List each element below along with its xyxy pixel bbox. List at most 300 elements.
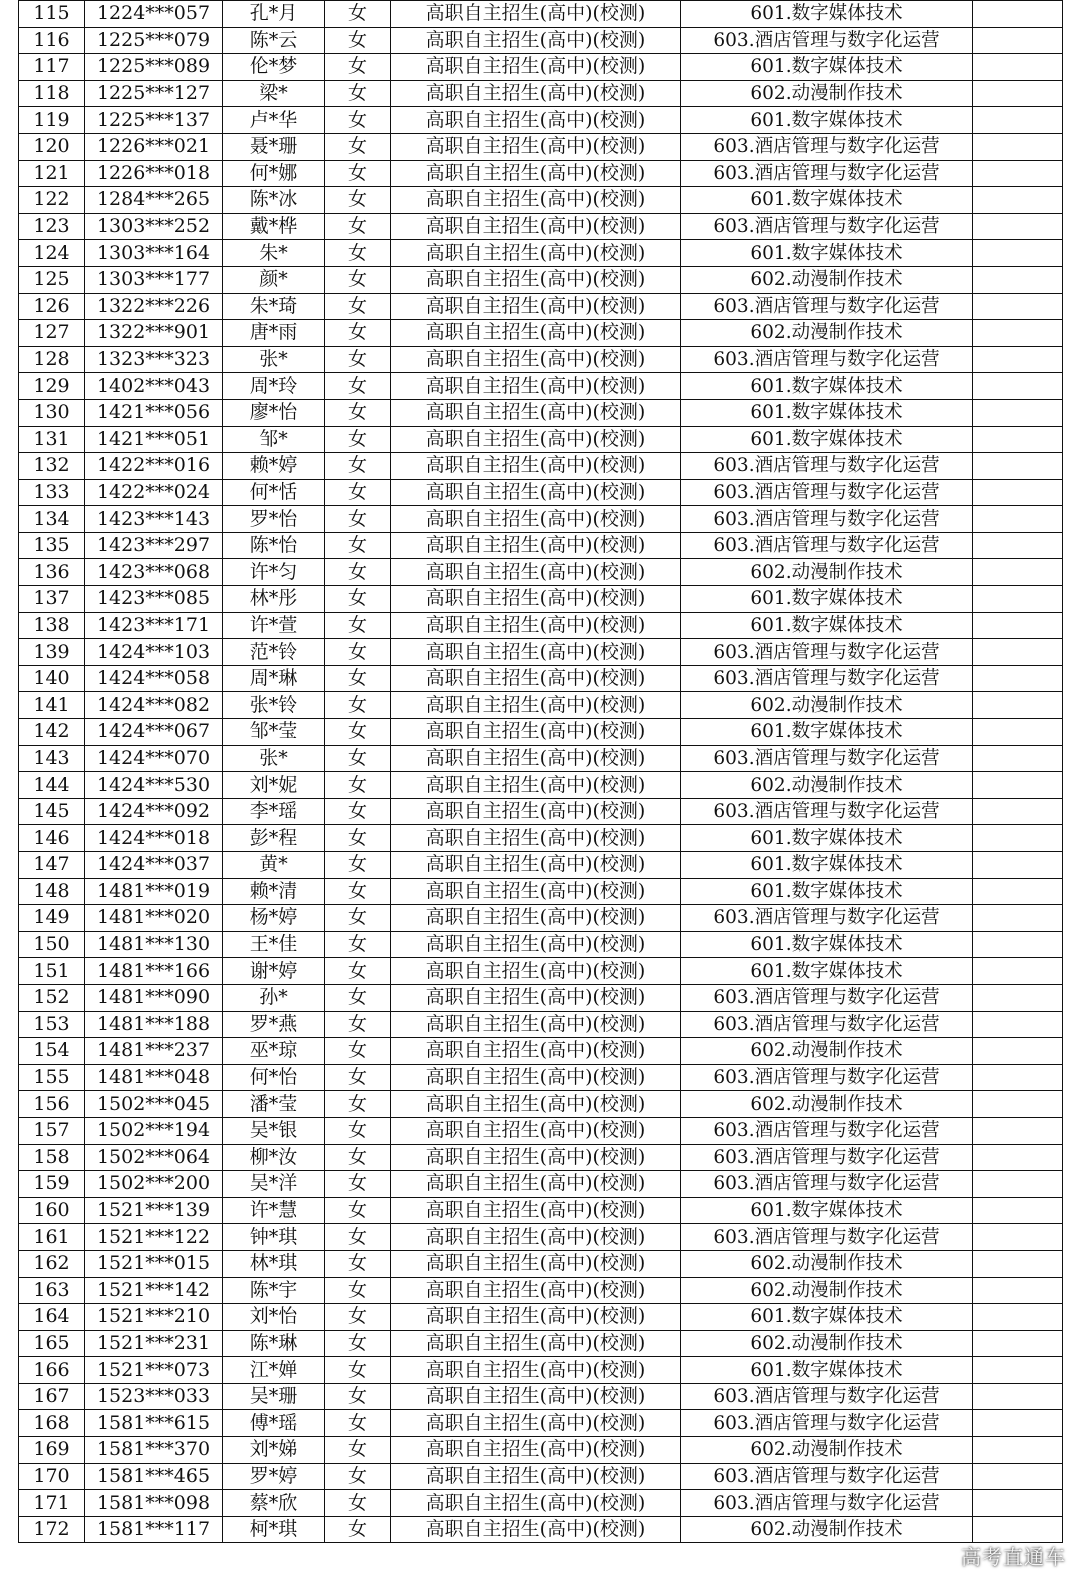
name-cell: 何*娜	[223, 160, 325, 187]
category-cell: 高职自主招生(高中)(校测)	[391, 1091, 681, 1118]
major-cell: 601.数字媒体技术	[681, 107, 973, 134]
row-number-cell: 135	[19, 532, 85, 559]
table-row	[19, 878, 1063, 905]
major-cell: 603.酒店管理与数字化运营	[681, 213, 973, 240]
gender-cell: 女	[325, 1437, 391, 1464]
gender-cell: 女	[325, 1304, 391, 1331]
table-row	[19, 293, 1063, 320]
name-cell: 陈*冰	[223, 187, 325, 214]
gender-cell: 女	[325, 160, 391, 187]
table-row	[19, 453, 1063, 480]
table-row	[19, 1064, 1063, 1091]
remarks-cell	[973, 931, 1063, 958]
remarks-cell	[973, 1197, 1063, 1224]
table-row	[19, 240, 1063, 267]
table-row	[19, 1304, 1063, 1331]
row-number-cell: 129	[19, 373, 85, 400]
watermark-text: 高考直通车	[961, 1545, 1066, 1569]
table-row	[19, 479, 1063, 506]
remarks-cell	[973, 719, 1063, 746]
category-cell: 高职自主招生(高中)(校测)	[391, 639, 681, 666]
category-cell: 高职自主招生(高中)(校测)	[391, 80, 681, 107]
category-cell: 高职自主招生(高中)(校测)	[391, 1516, 681, 1543]
category-cell: 高职自主招生(高中)(校测)	[391, 719, 681, 746]
row-number-cell: 139	[19, 639, 85, 666]
candidate-id-cell: 1423***297	[85, 532, 223, 559]
candidate-id-cell: 1481***237	[85, 1038, 223, 1065]
row-number-cell: 166	[19, 1357, 85, 1384]
name-cell: 许*萱	[223, 612, 325, 639]
category-cell: 高职自主招生(高中)(校测)	[391, 133, 681, 160]
row-number-cell: 165	[19, 1330, 85, 1357]
major-cell: 602.动漫制作技术	[681, 1330, 973, 1357]
gender-cell: 女	[325, 1064, 391, 1091]
category-cell: 高职自主招生(高中)(校测)	[391, 27, 681, 54]
name-cell: 彭*程	[223, 825, 325, 852]
name-cell: 周*琳	[223, 665, 325, 692]
name-cell: 赖*清	[223, 878, 325, 905]
name-cell: 张*铃	[223, 692, 325, 719]
row-number-cell: 118	[19, 80, 85, 107]
remarks-cell	[973, 160, 1063, 187]
row-number-cell: 117	[19, 54, 85, 81]
row-number-cell: 132	[19, 453, 85, 480]
category-cell: 高职自主招生(高中)(校测)	[391, 772, 681, 799]
category-cell: 高职自主招生(高中)(校测)	[391, 984, 681, 1011]
name-cell: 刘*怡	[223, 1304, 325, 1331]
major-cell: 601.数字媒体技术	[681, 1304, 973, 1331]
row-number-cell: 148	[19, 878, 85, 905]
remarks-cell	[973, 1091, 1063, 1118]
name-cell: 陈*琳	[223, 1330, 325, 1357]
category-cell: 高职自主招生(高中)(校测)	[391, 213, 681, 240]
major-cell: 602.动漫制作技术	[681, 1437, 973, 1464]
row-number-cell: 124	[19, 240, 85, 267]
gender-cell: 女	[325, 665, 391, 692]
candidate-id-cell: 1226***021	[85, 133, 223, 160]
candidate-id-cell: 1424***037	[85, 852, 223, 879]
major-cell: 602.动漫制作技术	[681, 772, 973, 799]
gender-cell: 女	[325, 772, 391, 799]
major-cell: 603.酒店管理与数字化运营	[681, 1490, 973, 1517]
major-cell: 603.酒店管理与数字化运营	[681, 1410, 973, 1437]
table-row	[19, 133, 1063, 160]
gender-cell: 女	[325, 1144, 391, 1171]
category-cell: 高职自主招生(高中)(校测)	[391, 346, 681, 373]
remarks-cell	[973, 1277, 1063, 1304]
major-cell: 601.数字媒体技术	[681, 825, 973, 852]
gender-cell: 女	[325, 346, 391, 373]
remarks-cell	[973, 453, 1063, 480]
gender-cell: 女	[325, 745, 391, 772]
gender-cell: 女	[325, 532, 391, 559]
gender-cell: 女	[325, 1330, 391, 1357]
category-cell: 高职自主招生(高中)(校测)	[391, 1, 681, 28]
candidate-id-cell: 1502***200	[85, 1171, 223, 1198]
category-cell: 高职自主招生(高中)(校测)	[391, 532, 681, 559]
gender-cell: 女	[325, 1011, 391, 1038]
candidate-id-cell: 1521***142	[85, 1277, 223, 1304]
row-number-cell: 130	[19, 399, 85, 426]
row-number-cell: 127	[19, 320, 85, 347]
table-row	[19, 1224, 1063, 1251]
remarks-cell	[973, 798, 1063, 825]
remarks-cell	[973, 426, 1063, 453]
gender-cell: 女	[325, 399, 391, 426]
row-number-cell: 123	[19, 213, 85, 240]
name-cell: 蔡*欣	[223, 1490, 325, 1517]
name-cell: 李*瑶	[223, 798, 325, 825]
category-cell: 高职自主招生(高中)(校测)	[391, 293, 681, 320]
gender-cell: 女	[325, 27, 391, 54]
category-cell: 高职自主招生(高中)(校测)	[391, 1117, 681, 1144]
major-cell: 603.酒店管理与数字化运营	[681, 532, 973, 559]
major-cell: 603.酒店管理与数字化运营	[681, 1064, 973, 1091]
candidate-id-cell: 1521***210	[85, 1304, 223, 1331]
table-row	[19, 1410, 1063, 1437]
table-row	[19, 107, 1063, 134]
gender-cell: 女	[325, 1091, 391, 1118]
name-cell: 吴*洋	[223, 1171, 325, 1198]
row-number-cell: 128	[19, 346, 85, 373]
row-number-cell: 164	[19, 1304, 85, 1331]
name-cell: 柯*琪	[223, 1516, 325, 1543]
major-cell: 603.酒店管理与数字化运营	[681, 1224, 973, 1251]
candidate-id-cell: 1502***194	[85, 1117, 223, 1144]
major-cell: 603.酒店管理与数字化运营	[681, 639, 973, 666]
major-cell: 603.酒店管理与数字化运营	[681, 984, 973, 1011]
major-cell: 603.酒店管理与数字化运营	[681, 346, 973, 373]
category-cell: 高职自主招生(高中)(校测)	[391, 320, 681, 347]
major-cell: 603.酒店管理与数字化运营	[681, 479, 973, 506]
remarks-cell	[973, 54, 1063, 81]
candidate-id-cell: 1284***265	[85, 187, 223, 214]
candidate-id-cell: 1581***098	[85, 1490, 223, 1517]
gender-cell: 女	[325, 80, 391, 107]
row-number-cell: 156	[19, 1091, 85, 1118]
remarks-cell	[973, 133, 1063, 160]
remarks-cell	[973, 639, 1063, 666]
category-cell: 高职自主招生(高中)(校测)	[391, 612, 681, 639]
name-cell: 巫*琼	[223, 1038, 325, 1065]
gender-cell: 女	[325, 426, 391, 453]
gender-cell: 女	[325, 1117, 391, 1144]
table-row	[19, 187, 1063, 214]
gender-cell: 女	[325, 1197, 391, 1224]
row-number-cell: 146	[19, 825, 85, 852]
name-cell: 何*怡	[223, 1064, 325, 1091]
category-cell: 高职自主招生(高中)(校测)	[391, 54, 681, 81]
name-cell: 范*铃	[223, 639, 325, 666]
category-cell: 高职自主招生(高中)(校测)	[391, 878, 681, 905]
table-row	[19, 346, 1063, 373]
major-cell: 603.酒店管理与数字化运营	[681, 133, 973, 160]
name-cell: 罗*燕	[223, 1011, 325, 1038]
candidate-id-cell: 1521***231	[85, 1330, 223, 1357]
category-cell: 高职自主招生(高中)(校测)	[391, 506, 681, 533]
gender-cell: 女	[325, 107, 391, 134]
table-row	[19, 798, 1063, 825]
major-cell: 601.数字媒体技术	[681, 373, 973, 400]
category-cell: 高职自主招生(高中)(校测)	[391, 958, 681, 985]
row-number-cell: 159	[19, 1171, 85, 1198]
major-cell: 603.酒店管理与数字化运营	[681, 1011, 973, 1038]
row-number-cell: 119	[19, 107, 85, 134]
gender-cell: 女	[325, 1, 391, 28]
candidate-id-cell: 1422***016	[85, 453, 223, 480]
remarks-cell	[973, 187, 1063, 214]
category-cell: 高职自主招生(高中)(校测)	[391, 479, 681, 506]
candidate-id-cell: 1424***530	[85, 772, 223, 799]
category-cell: 高职自主招生(高中)(校测)	[391, 453, 681, 480]
candidate-id-cell: 1303***164	[85, 240, 223, 267]
gender-cell: 女	[325, 825, 391, 852]
major-cell: 603.酒店管理与数字化运营	[681, 453, 973, 480]
remarks-cell	[973, 1250, 1063, 1277]
table-row	[19, 665, 1063, 692]
major-cell: 603.酒店管理与数字化运营	[681, 1171, 973, 1198]
major-cell: 601.数字媒体技术	[681, 1197, 973, 1224]
table-row	[19, 27, 1063, 54]
row-number-cell: 163	[19, 1277, 85, 1304]
category-cell: 高职自主招生(高中)(校测)	[391, 1144, 681, 1171]
candidate-id-cell: 1423***085	[85, 586, 223, 613]
table-row	[19, 1490, 1063, 1517]
row-number-cell: 171	[19, 1490, 85, 1517]
row-number-cell: 154	[19, 1038, 85, 1065]
major-cell: 601.数字媒体技术	[681, 54, 973, 81]
row-number-cell: 120	[19, 133, 85, 160]
row-number-cell: 134	[19, 506, 85, 533]
name-cell: 唐*雨	[223, 320, 325, 347]
table-row	[19, 1277, 1063, 1304]
major-cell: 603.酒店管理与数字化运营	[681, 1144, 973, 1171]
candidate-id-cell: 1424***092	[85, 798, 223, 825]
category-cell: 高职自主招生(高中)(校测)	[391, 1224, 681, 1251]
table-row	[19, 772, 1063, 799]
table-row	[19, 373, 1063, 400]
remarks-cell	[973, 320, 1063, 347]
name-cell: 黄*	[223, 852, 325, 879]
candidate-id-cell: 1225***089	[85, 54, 223, 81]
remarks-cell	[973, 1144, 1063, 1171]
remarks-cell	[973, 1437, 1063, 1464]
remarks-cell	[973, 905, 1063, 932]
candidate-id-cell: 1481***130	[85, 931, 223, 958]
remarks-cell	[973, 1011, 1063, 1038]
category-cell: 高职自主招生(高中)(校测)	[391, 107, 681, 134]
row-number-cell: 151	[19, 958, 85, 985]
remarks-cell	[973, 665, 1063, 692]
row-number-cell: 144	[19, 772, 85, 799]
remarks-cell	[973, 958, 1063, 985]
table-row	[19, 399, 1063, 426]
remarks-cell	[973, 1038, 1063, 1065]
remarks-cell	[973, 240, 1063, 267]
table-row	[19, 54, 1063, 81]
candidate-id-cell: 1423***171	[85, 612, 223, 639]
remarks-cell	[973, 107, 1063, 134]
remarks-cell	[973, 1490, 1063, 1517]
name-cell: 许*慧	[223, 1197, 325, 1224]
gender-cell: 女	[325, 1463, 391, 1490]
row-number-cell: 122	[19, 187, 85, 214]
candidate-id-cell: 1224***057	[85, 1, 223, 28]
name-cell: 刘*娣	[223, 1437, 325, 1464]
candidate-id-cell: 1424***103	[85, 639, 223, 666]
remarks-cell	[973, 852, 1063, 879]
remarks-cell	[973, 1304, 1063, 1331]
major-cell: 601.数字媒体技术	[681, 1357, 973, 1384]
row-number-cell: 149	[19, 905, 85, 932]
category-cell: 高职自主招生(高中)(校测)	[391, 399, 681, 426]
candidate-id-cell: 1481***166	[85, 958, 223, 985]
table-row	[19, 745, 1063, 772]
gender-cell: 女	[325, 54, 391, 81]
major-cell: 601.数字媒体技术	[681, 931, 973, 958]
row-number-cell: 172	[19, 1516, 85, 1543]
remarks-cell	[973, 532, 1063, 559]
gender-cell: 女	[325, 1277, 391, 1304]
table-row	[19, 80, 1063, 107]
candidate-id-cell: 1323***323	[85, 346, 223, 373]
remarks-cell	[973, 479, 1063, 506]
candidate-id-cell: 1424***067	[85, 719, 223, 746]
category-cell: 高职自主招生(高中)(校测)	[391, 798, 681, 825]
row-number-cell: 125	[19, 266, 85, 293]
candidate-id-cell: 1521***139	[85, 1197, 223, 1224]
gender-cell: 女	[325, 1490, 391, 1517]
major-cell: 601.数字媒体技术	[681, 240, 973, 267]
category-cell: 高职自主招生(高中)(校测)	[391, 266, 681, 293]
major-cell: 601.数字媒体技术	[681, 586, 973, 613]
major-cell: 603.酒店管理与数字化运营	[681, 745, 973, 772]
table-row	[19, 320, 1063, 347]
remarks-cell	[973, 1383, 1063, 1410]
candidate-id-cell: 1581***465	[85, 1463, 223, 1490]
remarks-cell	[973, 772, 1063, 799]
category-cell: 高职自主招生(高中)(校测)	[391, 586, 681, 613]
name-cell: 许*匀	[223, 559, 325, 586]
major-cell: 602.动漫制作技术	[681, 692, 973, 719]
name-cell: 罗*怡	[223, 506, 325, 533]
remarks-cell	[973, 1064, 1063, 1091]
candidate-id-cell: 1521***073	[85, 1357, 223, 1384]
name-cell: 伦*梦	[223, 54, 325, 81]
table-row	[19, 1011, 1063, 1038]
row-number-cell: 126	[19, 293, 85, 320]
major-cell: 601.数字媒体技术	[681, 958, 973, 985]
row-number-cell: 157	[19, 1117, 85, 1144]
name-cell: 江*婵	[223, 1357, 325, 1384]
gender-cell: 女	[325, 1224, 391, 1251]
category-cell: 高职自主招生(高中)(校测)	[391, 1038, 681, 1065]
table-row	[19, 692, 1063, 719]
candidate-id-cell: 1303***252	[85, 213, 223, 240]
remarks-cell	[973, 346, 1063, 373]
candidate-id-cell: 1225***127	[85, 80, 223, 107]
table-row	[19, 612, 1063, 639]
admission-list-sheet	[18, 0, 1062, 1543]
table-row	[19, 1144, 1063, 1171]
major-cell: 602.动漫制作技术	[681, 80, 973, 107]
gender-cell: 女	[325, 692, 391, 719]
row-number-cell: 168	[19, 1410, 85, 1437]
row-number-cell: 142	[19, 719, 85, 746]
table-row	[19, 905, 1063, 932]
remarks-cell	[973, 692, 1063, 719]
gender-cell: 女	[325, 240, 391, 267]
gender-cell: 女	[325, 506, 391, 533]
category-cell: 高职自主招生(高中)(校测)	[391, 745, 681, 772]
major-cell: 602.动漫制作技术	[681, 1038, 973, 1065]
table-row	[19, 931, 1063, 958]
name-cell: 孔*月	[223, 1, 325, 28]
table-row	[19, 1091, 1063, 1118]
name-cell: 梁*	[223, 80, 325, 107]
name-cell: 钟*琪	[223, 1224, 325, 1251]
category-cell: 高职自主招生(高中)(校测)	[391, 1011, 681, 1038]
category-cell: 高职自主招生(高中)(校测)	[391, 1197, 681, 1224]
category-cell: 高职自主招生(高中)(校测)	[391, 1490, 681, 1517]
category-cell: 高职自主招生(高中)(校测)	[391, 1171, 681, 1198]
category-cell: 高职自主招生(高中)(校测)	[391, 852, 681, 879]
row-number-cell: 150	[19, 931, 85, 958]
gender-cell: 女	[325, 293, 391, 320]
row-number-cell: 161	[19, 1224, 85, 1251]
remarks-cell	[973, 1224, 1063, 1251]
candidate-id-cell: 1424***082	[85, 692, 223, 719]
name-cell: 何*恬	[223, 479, 325, 506]
category-cell: 高职自主招生(高中)(校测)	[391, 373, 681, 400]
remarks-cell	[973, 1117, 1063, 1144]
gender-cell: 女	[325, 958, 391, 985]
name-cell: 朱*琦	[223, 293, 325, 320]
category-cell: 高职自主招生(高中)(校测)	[391, 1383, 681, 1410]
candidate-id-cell: 1481***019	[85, 878, 223, 905]
name-cell: 傅*瑶	[223, 1410, 325, 1437]
remarks-cell	[973, 1463, 1063, 1490]
candidate-id-cell: 1481***020	[85, 905, 223, 932]
major-cell: 603.酒店管理与数字化运营	[681, 1117, 973, 1144]
category-cell: 高职自主招生(高中)(校测)	[391, 426, 681, 453]
name-cell: 聂*珊	[223, 133, 325, 160]
category-cell: 高职自主招生(高中)(校测)	[391, 240, 681, 267]
row-number-cell: 136	[19, 559, 85, 586]
name-cell: 赖*婷	[223, 453, 325, 480]
row-number-cell: 158	[19, 1144, 85, 1171]
table-row	[19, 1330, 1063, 1357]
gender-cell: 女	[325, 320, 391, 347]
table-row	[19, 958, 1063, 985]
candidate-id-cell: 1502***045	[85, 1091, 223, 1118]
candidate-id-cell: 1424***018	[85, 825, 223, 852]
remarks-cell	[973, 984, 1063, 1011]
name-cell: 林*琪	[223, 1250, 325, 1277]
major-cell: 601.数字媒体技术	[681, 187, 973, 214]
gender-cell: 女	[325, 453, 391, 480]
category-cell: 高职自主招生(高中)(校测)	[391, 1463, 681, 1490]
gender-cell: 女	[325, 798, 391, 825]
table-row	[19, 1357, 1063, 1384]
candidate-id-cell: 1225***079	[85, 27, 223, 54]
name-cell: 谢*婷	[223, 958, 325, 985]
row-number-cell: 115	[19, 1, 85, 28]
row-number-cell: 131	[19, 426, 85, 453]
candidate-id-cell: 1226***018	[85, 160, 223, 187]
row-number-cell: 170	[19, 1463, 85, 1490]
remarks-cell	[973, 745, 1063, 772]
